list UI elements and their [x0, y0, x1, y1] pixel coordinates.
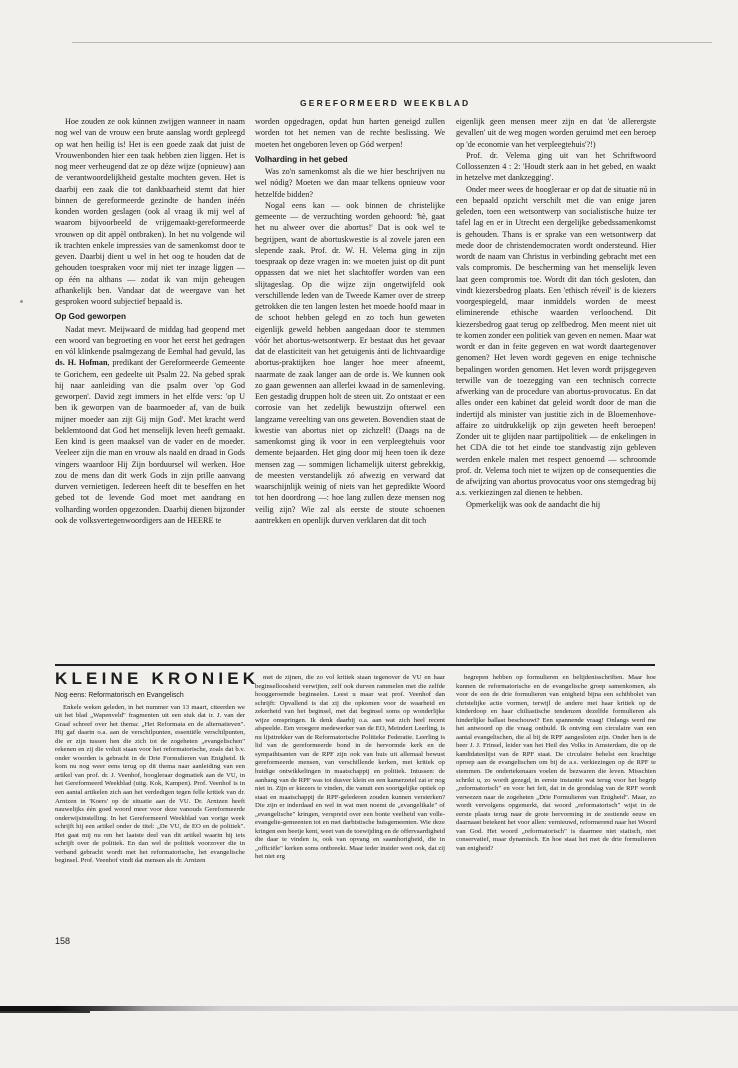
section-heading: Volharding in het gebed — [255, 154, 348, 164]
paragraph: Prof. dr. Velema ging uit van het Schriftwoord Collossenzen 4 : 2: 'Houdt sterk aan in het gebed, en waakt in hetzelve met dankzegging'. — [456, 150, 656, 183]
article-column-1 — [55, 116, 245, 526]
paragraph: Hoe zouden ze ook kúnnen zwijgen wanneer in naam nog wel van de vrouw een brute aanslag wordt gepleegd op wat hen heilig is! Het is een goede zaak dat juist de Vrouwenbonden hier een taak hebben zien liggen. Het is nog meer verheugend dat ze op déze wijze (opnieuw) aan de verantwoordelijkheid gestalte mochten geven. Het is daarbij een zaak die tot dankbaarheid stemt dat hier binnen de gereformeerde gezindte de handen inéén konden worden geslagen (ook al vraag ik mij wel af waarom bijvoorbeeld de vrijgemaakt-gereformeerde vrouwen op dit appèl ontbraken). In het nu volgende wil ik trachten enkele impressies van de samenkomst door te geven. Daarbij dient u wel in het oog te houden dat de gehouden toespraken voor mij niet ter inzage liggen — op één na althans — zodat ik van mijn geheugen afhankelijk ben. Vandaar dat de weergave van het gesproken woord subjectief bepaald is. — [55, 117, 245, 306]
paragraph — [55, 324, 245, 527]
paragraph-text: , predikant der Gereformeerde Gemeente te Gorichem, een gedeelte uit Psalm 22. Na gebed sprak hij naar aanleiding van die psalm over 'op God geworpen'. David zegt immers in het elfde vers: 'op U ben ik geworpen van de baarmoeder af, van de buik mijner moeder aan zijt Gij mijn God'. Met kracht werd beklemtoond dat God het menselijk leven heeft gemaakt. Een kind is geen maaksel van de vader en de moeder. Veeleer zijn die man en vrouw als naald en draad in Gods vingers waardoor Hij Zijn borduursel wil werken. Hoe zou de mens dan dit werk Gods in zijn prille aanvang durven vernietigen. Iedereen heeft dit te beseffen en het gebed tot de levende God moet met aandrang en volharding worden opgezonden. Daarbij dienen bijzonder ook de volksvertegenwoordigers aan de HEERE te — [55, 358, 246, 525]
paragraph: met de zijnen, die zo vol kritiek staan tegenover de VU en haar beginselloosheid verwijten, zelf ook durven rammelen met die zelfde hooggeroemde beginselen. Leest u maar wat prof. Veenhof dan schrijft: Opvallend is dat zij die opkomen voor de waarheid en zekerheid van het beginsel, met dat beginsel soms op wonderlijke wijze omspringen. Ik denk daarbij o.a. aan wat zich heel recent afspeelde. Een vroegere medewerker van de EO, Meindert Leerling, is nu lijsttrekker van de Reformatorische Politieke Federatie. Leerling is lid van de gereformeerde bond in de hervormde kerk en de sympathisanten van de RPF zijn ook van huis uit allemaal bewust gereformeerde mensen, van verschillende kerken, met kritiek op huidige ontwikkelingen in maatschappij en politiek. Intussen: de aanhang van de RPF was tot dusver klein en een kamerzetel zat er nog niet in. Zijn er kiezers te vinden, die vanuit een soortgelijke optiek op staat en maatschappij de RPF-gelederen zouden kunnen versterken? Die zijn er inderdaad en wel in wat men noemt de „evangelikale" of „evangelische" kringen, verspreid over een bonte veelheid van volle-evangelie-gemeenten tot en met darbistische huisgemeenten. Wie deze kringen een beetje kent, weet van de toewijding en de offervaardigheid die daar te vinden is, ook van opvang en saamhorigheid, die in „officiële" kerken soms ontbreekt. Maar ieder insider weet ook, dat zij het niet erg — [255, 674, 445, 861]
scan-top-edge — [72, 42, 712, 43]
paragraph: Enkele weken geleden, in het nummer van 13 maart, citeerden we uit het blad „Wapenveld" fragmenten uit een stuk dat ir. J. van der Graaf schreef over het thema: „Het Reformata en de alternatieven". Hij gaf daarin o.a. aan de verschilpunten, essentiële verschilpunten, die er zijn tussen hen die zich tot de zogeheten „evangelischen" rekenen en zij die voluit staan voor het reformatorische, zoals dat b.v. onder woorden is gebracht in de Drie Formulieren van Enigheid. Ik kom nu nog weer eens terug op dit thema naar aanleiding van een artikel van prof. dr. J. Veenhof, hoogleraar dogmatiek aan de VU, in het Gereformeerd Weekblad (uitg. Kok, Kampen). Prof. Veenhof is in een aantal artikelen zich aan het verdedigen tegen felle kritiek van dr. Arntzen in 'Koers' op de situatie aan de VU. Dr. Arntzen heeft nauwelijks één goed woord meer voor deze vanouds Gereformeerde onderwijsinstelling. In het Gereformeerd Weekblad van vorige week schrijft hij een artikel onder de titel: „De VU, de EO en de politiek". Het gaat mij nu om het laatste deel van dit artikel waarin hij iets schrijft over de politiek. En dan wel de politiek voorzover die in verband gebracht wordt met het reformatorische, het evangelische beginsel. Prof. Veenhof vindt dat mensen als dr. Arntzen — [55, 703, 245, 865]
paragraph: worden opgedragen, opdat hun harten geneigd zullen worden tot het nemen van de rechte beslissing. We moeten het ongeboren leven op Gód werpen! — [255, 117, 445, 149]
kroniek-column-1 — [55, 692, 245, 866]
section-heading: Op God geworpen — [55, 312, 126, 322]
paragraph-text: Nadat mevr. Meijwaard de middag had geopend met een woord van begroeting en voor het eerst het gedragen en vól klinkende psalmgezang de Eemhal had gevuld, las — [55, 324, 245, 356]
paragraph: begrepen hebben op formulieren en belijdenisschriften. Maar hoe kunnen de reformatorische en de evangelische groep samenkomen, als voor de een de drie formulieren van enigheid bijna een schibbolet van christelijke actie vormen, terwijl de andere met haar kritiek op de kinderdoop en haar chiliastische tendenzen dezelfde formulieren als hinderlijke ballast beschouwt? Een spannende vraag! Onlangs werd me het antwoord op die vraag onthuld. Ik ontving een circulaire van een aantal evangelischen, die al bij de RPF aangesloten zijn. Onder hen is de heer J. J. Frinsel, leider van het Heil des Volks in Amsterdam, die op de kandidatenlijst van de RPF staat. De circulaire behelst een krachtige oproep aan de evangelischen om bij de a.s. verkiezingen op de RPF te stemmen. De ondertekenaars voelen de bezwaren die leven. Misschien schrikt u, zo wordt gezegd, in eerste instantie wat terug voor het begrip „reformatorisch" en voor het feit, dat in de grondslag van de RPF wordt verwezen naar de zogeheten „Drie Formulieren van Enigheid". Maar, zo wordt vervolgens opgemerkt, dat woord „reformatorisch" wijst in de eerste plaats terug naar de grote hervorming in de zestiende eeuw en daarnaast betekent het voor allen: vernieuwd, reformerend naar het Woord van God. Het woord „reformatorisch" is daarmee niet statisch, niet conservatief, maar dynamisch. En hoe staat het met de drie formulieren van enigheid? — [456, 674, 656, 852]
scan-bottom-edge — [0, 1006, 738, 1011]
page-number: 158 — [55, 936, 71, 946]
paragraph: Nogal eens kan — ook binnen de christelijke gemeente — de verzuchting worden gehoord: 'hè, gaat het nu alweer over die abortus!' Dat is ook wel te begrijpen, want de abortuskwestie is al zovele jaren een slepende zaak. Prof. dr. W. H. Velema ging in zijn toespraak op deze vragen in: we moeten juist op dit punt oppassen dat we niet het slachtoffer worden van een slijtageslag. Op die wijze zijn ongetwijfeld ook verschillende leden van de Tweede Kamer over de streep getrokken die ten langen lesten het moede hoofd maar in de schoot hebben gelegd en zo toch hun geweten eigenlijk geweld hebben aangedaan door te stemmen vóór het abortus-wetsontwerp. Er bestaat dus het gevaar dat de elasticiteit van het getuigenis ánti de lichtvaardige abortus-praktijken hoe langer hoe meer afneemt, naarmate de zaak langer aan de orde is. We kunnen ook zo gaan gewennen aan allerlei kwaad in de samenleving. Een gestadig druppen holt de steen uit. Zo ontstaat er een corrosie van het zedelijk bewustzijn ofterwel een langzame vereelting van ons geweten. Bovendien staat de kwestie van abortus niet op zichzelf! (Daags na de samenkomst ging ik voor in een verpleegtehuis voor demente bejaarden. Het ging door mij heen toen ik deze mensen zag — sommigen lichamelijk uiterst gebrekkig, de meesten verstandelijk zó afwezig en verward dat waarschijnlijk weinig of niets van het gepredikte Woord tot hen doordrong —: hoe lang zullen deze mensen nog veilig zijn? Wie zal als eerste de stoute schoenen aantrekken en openlijk durven verklaren dat dit toch — [255, 200, 445, 525]
paragraph: Opmerkelijk was ook de aandacht die hij — [466, 499, 601, 509]
paragraph: Onder meer wees de hoogleraar er op dat de situatie nú in een bepaald opzicht verschilt met die van enige jaren geleden, toen een wetsontwerp van socialistische huize ter tafel lag en er in Utrecht een dergelijke gebedssamenkomst is gehouden. Thans is er sprake van een wetsontwerp dat mede door de christendemocraten wordt ondersteund. Hier wordt de naam van Christus in verbinding gebracht met een vals compromis. De bescherming van het menselijk leven laat geen compromis toe. Wordt dit dan tóch gesloten, dan vindt kiezersbedrog plaats. Een 'ethisch réveil' is de kiezers voorgespiegeld, maar inmiddels worden de meest eliminerende ethische waarden verloochend. Dit kiezersbedrog gaat terug op zelfbedrog. Men meent niet uit te komen zonder een politiek van geven en nemen. Maar wat wordt er dan in feite gegeven en wat wordt daartegenover genomen? Het leven wordt gegeven en enige technische bepalingen worden genomen. Het leven wordt prijsgegeven terwille van de toezegging van een technisch correcte afwerking van de procedure van abortus-provocatus. En dat alles onder een kabinet dat geleid wordt door de man die indertijd als minister van justitie zich in de Bloemenhove-affaire zo uitdrukkelijk op zijn geweten heeft beroepen! Zonder uit te glijden naar partijpolitiek — de enkelingen in het CDA die tot het einde toe standvastig zijn gebleven werden enkele malen met respect genoemd — schroomde prof. dr. Velema toch niet te wijzen op de consequenties die de afwijzing van abortus provocatus voor ons stemgedrag bij a.s. verkiezingen zal dienen te hebben. — [456, 184, 656, 498]
article-column-2 — [255, 116, 445, 526]
article-column-3 — [456, 116, 656, 510]
kroniek-column-3 — [456, 674, 656, 853]
scan-bottom-edge-shadow — [0, 1011, 90, 1013]
kroniek-subtitle: Nog eens: Reformatorisch en Evangelisch — [55, 692, 184, 699]
kroniek-column-2 — [255, 674, 445, 862]
kroniek-title: KLEINE KRONIEK — [55, 669, 260, 688]
section-divider — [55, 664, 655, 666]
paragraph: eigenlijk geen mensen meer zijn en dat 'de allerergste gevallen' uit de weg mogen worden geruimd met een beroep op 'de economie van het verpleegtehuis'?!) — [456, 117, 656, 149]
scan-speck — [20, 300, 23, 303]
speaker-name: ds. H. Hofman — [55, 358, 108, 368]
running-header: GEREFORMEERD WEEKBLAD — [300, 98, 471, 108]
paragraph: Was zo'n samenkomst als die we hier beschrijven nu wel nódig? Moeten we dan maar telkens opnieuw voor hetzelfde bidden? — [255, 167, 445, 199]
